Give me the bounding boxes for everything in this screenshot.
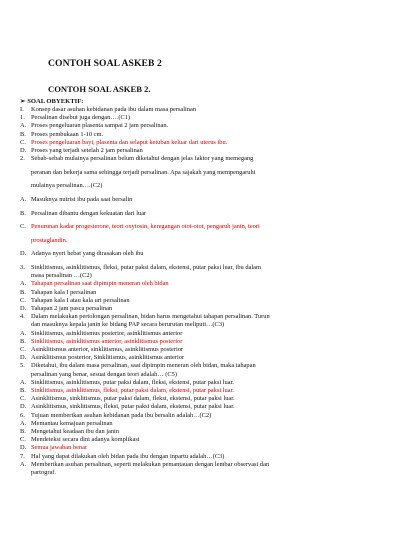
line-marker: C. xyxy=(20,138,26,146)
document-line xyxy=(20,371,177,379)
document-line xyxy=(20,420,113,428)
line-text: Sebab-sebab mulainya persalinan belum diketahui dengan jelas faktor yang memegang xyxy=(31,155,254,163)
line-marker: D. xyxy=(20,403,27,411)
document-line xyxy=(20,272,92,280)
line-text: mulainya persalinan….(C2) xyxy=(31,182,103,190)
line-text: Memberikan asuhan persalinan, seperti melakukan pemantauan dengan lembar observasi dan xyxy=(31,460,270,468)
line-marker: 3. xyxy=(20,264,25,271)
line-marker: D. xyxy=(20,444,27,452)
line-text: Persalinan disebut juga dengan….(C1) xyxy=(31,114,131,122)
line-text: Tahapan kala I persalinan xyxy=(31,288,97,296)
document-line xyxy=(20,147,143,155)
line-marker: C. xyxy=(20,395,26,403)
document-line xyxy=(20,250,144,258)
line-text: Semua jawaban benar xyxy=(31,444,88,452)
document-line xyxy=(20,461,269,469)
line-text: Masuknya nutrisi ibu pada saat bersalin xyxy=(31,196,133,203)
document-line xyxy=(20,379,234,387)
document-line xyxy=(20,387,234,395)
line-marker: A. xyxy=(20,196,27,203)
document-line xyxy=(20,237,67,245)
line-text: Mendeteksi secara dini adanya komplikasi xyxy=(31,436,140,444)
document-line xyxy=(20,210,146,218)
document-line xyxy=(20,428,119,436)
line-text: Asinklitismus, sinklitismus, putar paksi dalam, fleksi, ekstensi, putar paksi luar. xyxy=(31,395,235,403)
line-text: Sinklitismus, asinklitismus, putar paksi dalam, fleksi, ekstensi, putar paksi luar. xyxy=(31,378,234,386)
document-line xyxy=(20,289,96,297)
line-text: Sinklitismus, asinklitismus, fleksi, putar paksi dalam, ekstensi, putar paksi luar, ibu dalam xyxy=(31,264,261,271)
document-line xyxy=(20,403,235,411)
line-text: Asinklitismus posterior, Sinklitismus, asinklitismus anterior xyxy=(31,354,185,362)
line-marker: B. xyxy=(20,209,26,217)
line-marker: C. xyxy=(20,436,26,444)
line-text: dan masuknya kepala janin ke bidang PAP secara berurutan meliputi…(C3) xyxy=(31,321,225,329)
document-line xyxy=(20,196,132,204)
document-line xyxy=(20,444,87,452)
document-line xyxy=(20,106,196,114)
line-text: partograf. xyxy=(31,469,57,476)
line-marker: D. xyxy=(20,147,27,154)
line-text: Proses pengeluaran plasenta sampai 2 jam persalinan. xyxy=(31,122,169,130)
line-text: peranan dan bekerja sama sehingga terjadi persalinan. Apa sajakah yang mempengaruhi xyxy=(31,168,256,176)
line-marker: B. xyxy=(20,130,26,138)
line-text: Proses pengeluaran bayi, plasenta dan selaput ketuban keluar dari uterus ibu. xyxy=(31,138,228,146)
line-marker: C. xyxy=(20,296,26,304)
document-line xyxy=(20,280,169,288)
document-line xyxy=(20,297,130,305)
line-text: Asinklitismus, sinklitismus, fleksi, putar paksi dalam, ekstensi, putar paksi luar. xyxy=(31,403,235,411)
section-heading xyxy=(20,98,83,106)
line-text: Sinklitismus, asinklitismus posterior, asinklitismus anterior xyxy=(31,329,183,337)
line-marker: 1. xyxy=(20,114,25,122)
line-text: Proses pembukaan 1-10 cm. xyxy=(31,130,104,138)
line-marker: D. xyxy=(20,250,27,258)
document-line xyxy=(20,321,224,329)
line-marker: A. xyxy=(20,460,27,468)
line-text: Diketahui, ibu dalam masa persalinan, saat dipimpin meneran oleh bidan, maka tahapan xyxy=(31,362,256,370)
document-subtitle: CONTOH SOAL ASKEB 2. xyxy=(48,84,151,94)
document-line xyxy=(20,155,253,163)
line-marker: B. xyxy=(20,337,26,345)
line-marker: A. xyxy=(20,329,27,337)
line-marker: D. xyxy=(20,305,27,312)
line-text: Memantau kemajuan persalinan xyxy=(31,419,113,427)
line-marker: 7. xyxy=(20,452,25,460)
document-line xyxy=(20,436,140,444)
line-text: Penurunan kadar progesterone, teori oxytosin, keregangan otot-otot, pengaruh janin, teori xyxy=(31,223,260,231)
line-marker: 2. xyxy=(20,155,25,163)
line-marker: A. xyxy=(20,378,27,386)
section-heading-text: SOAL OBYEKTIF: xyxy=(27,98,84,105)
line-marker: 4. xyxy=(20,313,25,321)
line-marker: A. xyxy=(20,280,27,288)
line-text: persalinan yang benar, sesuai dengan teori adalah… (C5) xyxy=(31,370,177,378)
document-line xyxy=(20,330,182,338)
line-marker: B. xyxy=(20,387,26,394)
line-marker: A. xyxy=(20,122,27,130)
document-line xyxy=(20,354,184,362)
line-text: Tahapan kala I atau kala uri persalinan xyxy=(31,296,130,304)
line-text: Konsep dasar asuhan kebidanan pada ibu dalam masa persalinan xyxy=(31,106,197,113)
line-text: Persalinan dibantu dengan kekuatan dari luar xyxy=(31,209,147,217)
document-line xyxy=(20,453,224,461)
line-text: Mengetahui keadaan ibu dan janin xyxy=(31,428,120,435)
line-text: Tahapan 2 jam pasca persalinan xyxy=(31,305,113,312)
document-line xyxy=(20,469,56,477)
line-marker: C. xyxy=(20,346,26,353)
line-marker: B. xyxy=(20,288,26,296)
document-line xyxy=(20,412,211,420)
line-text: Proses yang terjadi setelah 2 jam persalinan xyxy=(31,147,143,154)
document-line xyxy=(20,305,112,313)
line-marker: B. xyxy=(20,428,26,435)
line-marker: C. xyxy=(20,223,26,231)
document-line xyxy=(20,114,130,122)
line-text: Tahapan persalinan saat dipimpin meneran oleh bidan xyxy=(31,280,169,288)
document-line xyxy=(20,182,102,190)
line-marker: 6. xyxy=(20,411,25,419)
line-text: Dalam melakukan pertolongan persalinan, bidan harus mengetahui tahapan persalinan. Turun xyxy=(31,313,270,321)
line-text: Hal yang dapat dilakukan oleh bidan pada ibu dengan inpartu adalah…(C3) xyxy=(31,452,225,460)
line-marker: I. xyxy=(20,106,24,113)
line-text: masa persalinan …(C2) xyxy=(31,272,92,280)
line-text: Asinklitismus anterior, sinklitismus, asinklitismus posterior xyxy=(31,346,184,353)
line-text: Sinklitismus, asinklitismus anterior, asinklitismus posterior xyxy=(31,337,183,345)
document-line xyxy=(20,395,235,403)
document-line xyxy=(20,338,182,346)
document-title: CONTOH SOAL ASKEB 2 xyxy=(48,58,162,69)
document-line xyxy=(20,362,256,370)
document-line xyxy=(20,139,227,147)
line-marker: A. xyxy=(20,419,27,427)
line-text: Sinklitismus, asinklitismus, fleksi, putar paksi dalam, ekstensi, putar paksi luar. xyxy=(31,387,234,394)
document-line xyxy=(20,346,183,354)
document-line xyxy=(20,313,270,321)
line-text: prostaglandin. xyxy=(31,236,68,244)
document-line xyxy=(20,122,168,130)
document-line xyxy=(20,264,261,272)
line-text: Adanya nyeri hebat yang dirasakan oleh ibu xyxy=(31,250,144,258)
line-marker: D. xyxy=(20,354,27,362)
line-text: Tujuan memberikan asuhan kebidanan pada ibu bersalin adalah…(C2) xyxy=(31,411,212,419)
document-line xyxy=(20,223,260,231)
arrow-bullet-icon: ➢ xyxy=(20,98,26,105)
line-marker: 5. xyxy=(20,362,25,370)
document-line xyxy=(20,169,255,177)
document-line xyxy=(20,131,103,139)
